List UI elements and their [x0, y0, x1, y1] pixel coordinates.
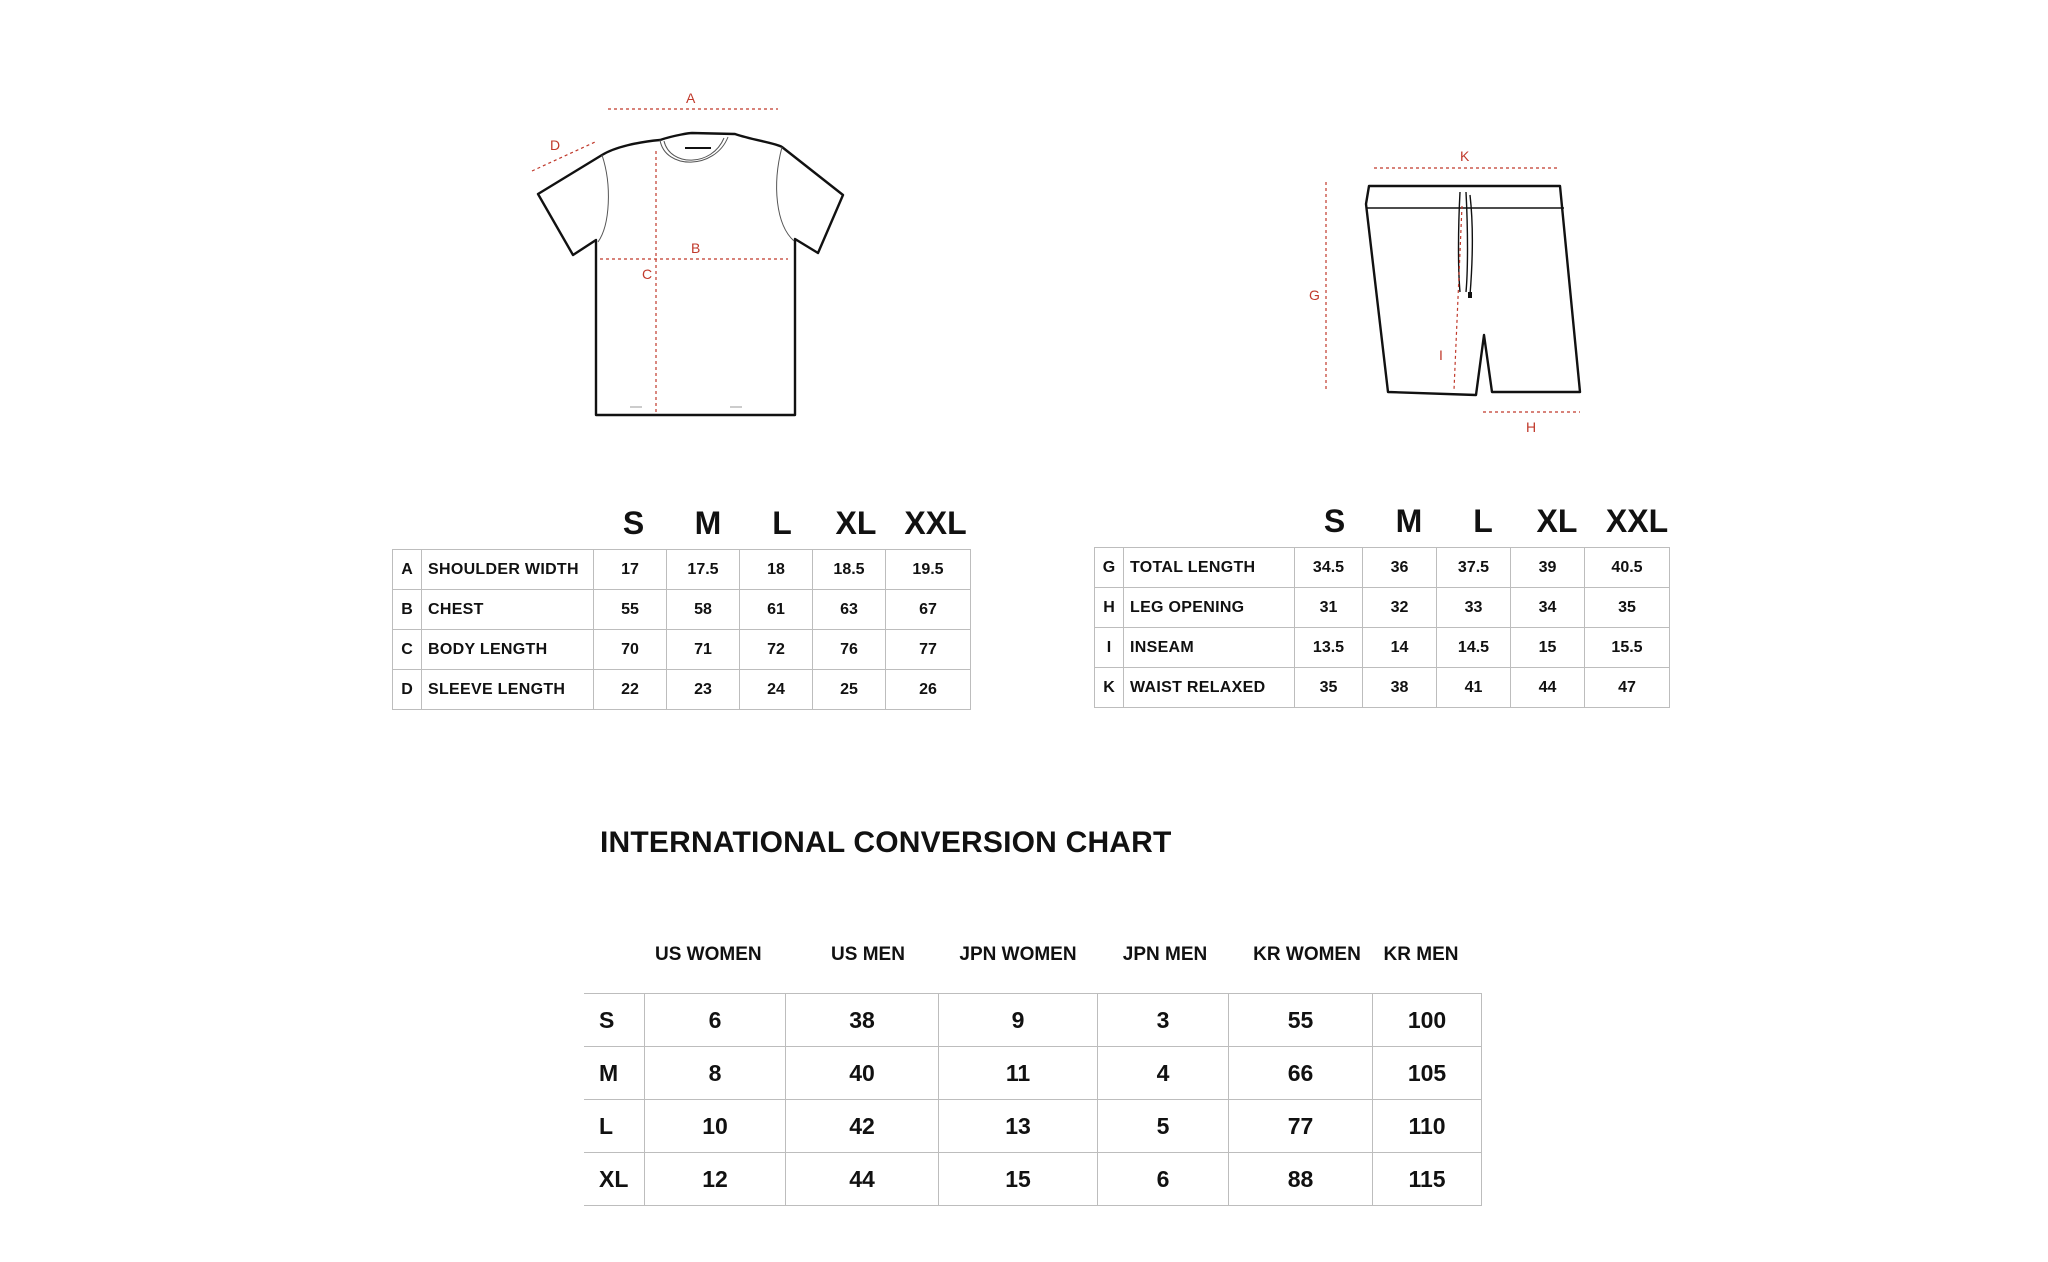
size-header: XL	[835, 505, 877, 541]
measurement-name: INSEAM	[1124, 628, 1295, 668]
measurement-name: CHEST	[422, 590, 594, 630]
cell: 42	[786, 1100, 939, 1153]
column-header: US WOMEN	[655, 944, 762, 965]
label-k: K	[1460, 148, 1470, 164]
shorts-size-headers	[1297, 503, 1680, 540]
row-size-label: S	[584, 994, 645, 1047]
cell: 105	[1373, 1047, 1482, 1100]
cell: 11	[939, 1047, 1098, 1100]
table-row	[1095, 628, 1670, 668]
measurement-name: WAIST RELAXED	[1124, 668, 1295, 708]
cell: 17	[594, 550, 667, 590]
cell: 15	[1511, 628, 1585, 668]
cell: 55	[594, 590, 667, 630]
cell: 38	[786, 994, 939, 1047]
shorts-size-table	[1094, 547, 1670, 708]
shorts-diagram	[1300, 140, 1620, 450]
size-header: S	[622, 505, 645, 541]
cell: 72	[740, 630, 813, 670]
cell: 77	[1229, 1100, 1373, 1153]
cell: 5	[1098, 1100, 1229, 1153]
cell: 25	[813, 670, 886, 710]
conversion-chart-title: INTERNATIONAL CONVERSION CHART	[600, 826, 1172, 859]
cell: 41	[1437, 668, 1511, 708]
cell: 88	[1229, 1153, 1373, 1206]
cell: 9	[939, 994, 1098, 1047]
table-row	[584, 994, 1482, 1047]
cell: 15.5	[1585, 628, 1670, 668]
size-header: XXL	[1605, 503, 1669, 539]
row-letter: G	[1095, 548, 1124, 588]
label-d: D	[550, 137, 561, 153]
conversion-table	[584, 993, 1482, 1206]
table-row	[393, 630, 971, 670]
cell: 40.5	[1585, 548, 1670, 588]
row-size-label: XL	[584, 1153, 645, 1206]
label-i: I	[1439, 347, 1443, 363]
cell: 40	[786, 1047, 939, 1100]
row-letter: K	[1095, 668, 1124, 708]
tshirt-outline	[538, 133, 843, 415]
size-header: S	[1323, 503, 1346, 539]
measurement-name: SHOULDER WIDTH	[422, 550, 594, 590]
row-letter: H	[1095, 588, 1124, 628]
cell: 76	[813, 630, 886, 670]
cell: 44	[786, 1153, 939, 1206]
measurement-name: BODY LENGTH	[422, 630, 594, 670]
table-row	[584, 1047, 1482, 1100]
cell: 77	[886, 630, 971, 670]
tshirt-diagram	[520, 85, 860, 425]
cell: 4	[1098, 1047, 1229, 1100]
label-a: A	[686, 90, 696, 106]
cell: 13.5	[1295, 628, 1363, 668]
cell: 67	[886, 590, 971, 630]
cell: 115	[1373, 1153, 1482, 1206]
cell: 13	[939, 1100, 1098, 1153]
cell: 18	[740, 550, 813, 590]
row-size-label: L	[584, 1100, 645, 1153]
cell: 35	[1585, 588, 1670, 628]
cell: 61	[740, 590, 813, 630]
row-letter: B	[393, 590, 422, 630]
cell: 110	[1373, 1100, 1482, 1153]
cell: 3	[1098, 994, 1229, 1047]
table-row	[393, 670, 971, 710]
cell: 55	[1229, 994, 1373, 1047]
table-row	[1095, 588, 1670, 628]
table-row	[584, 1100, 1482, 1153]
size-header: M	[694, 505, 722, 541]
size-header: XL	[1536, 503, 1578, 539]
column-header: KR WOMEN	[1253, 944, 1361, 965]
cell: 15	[939, 1153, 1098, 1206]
label-h: H	[1526, 419, 1537, 435]
cell: 22	[594, 670, 667, 710]
column-header: KR MEN	[1383, 944, 1459, 965]
label-c: C	[642, 266, 653, 282]
column-header: JPN MEN	[1122, 944, 1208, 965]
cell: 36	[1363, 548, 1437, 588]
label-b: B	[691, 240, 701, 256]
size-header: L	[1473, 503, 1493, 539]
cell: 32	[1363, 588, 1437, 628]
table-row	[1095, 668, 1670, 708]
label-g: G	[1309, 287, 1320, 303]
row-size-label: M	[584, 1047, 645, 1100]
cell: 66	[1229, 1047, 1373, 1100]
cell: 44	[1511, 668, 1585, 708]
cell: 10	[645, 1100, 786, 1153]
measurement-name: TOTAL LENGTH	[1124, 548, 1295, 588]
cell: 6	[645, 994, 786, 1047]
cell: 47	[1585, 668, 1670, 708]
size-header: XXL	[904, 505, 967, 541]
row-letter: I	[1095, 628, 1124, 668]
row-letter: D	[393, 670, 422, 710]
column-header: US MEN	[831, 944, 905, 965]
table-row	[584, 1153, 1482, 1206]
row-letter: C	[393, 630, 422, 670]
measurement-name: SLEEVE LENGTH	[422, 670, 594, 710]
cell: 26	[886, 670, 971, 710]
cell: 70	[594, 630, 667, 670]
row-letter: A	[393, 550, 422, 590]
cell: 71	[667, 630, 740, 670]
tee-size-table	[392, 549, 971, 710]
cell: 63	[813, 590, 886, 630]
cell: 19.5	[886, 550, 971, 590]
conversion-column-headers	[645, 944, 1479, 974]
column-header: JPN WOMEN	[959, 944, 1077, 965]
cell: 14	[1363, 628, 1437, 668]
cell: 8	[645, 1047, 786, 1100]
cell: 18.5	[813, 550, 886, 590]
cell: 14.5	[1437, 628, 1511, 668]
cell: 39	[1511, 548, 1585, 588]
cell: 23	[667, 670, 740, 710]
cell: 38	[1363, 668, 1437, 708]
shorts-outline	[1366, 186, 1580, 395]
tee-size-headers	[596, 505, 978, 542]
size-header: M	[1395, 503, 1423, 539]
cell: 33	[1437, 588, 1511, 628]
cell: 24	[740, 670, 813, 710]
cell: 34	[1511, 588, 1585, 628]
cell: 17.5	[667, 550, 740, 590]
measurement-name: LEG OPENING	[1124, 588, 1295, 628]
cell: 34.5	[1295, 548, 1363, 588]
cell: 100	[1373, 994, 1482, 1047]
table-row	[393, 590, 971, 630]
cell: 12	[645, 1153, 786, 1206]
cell: 35	[1295, 668, 1363, 708]
cell: 37.5	[1437, 548, 1511, 588]
cell: 6	[1098, 1153, 1229, 1206]
cell: 31	[1295, 588, 1363, 628]
table-row	[393, 550, 971, 590]
table-row	[1095, 548, 1670, 588]
cell: 58	[667, 590, 740, 630]
size-header: L	[772, 505, 792, 541]
